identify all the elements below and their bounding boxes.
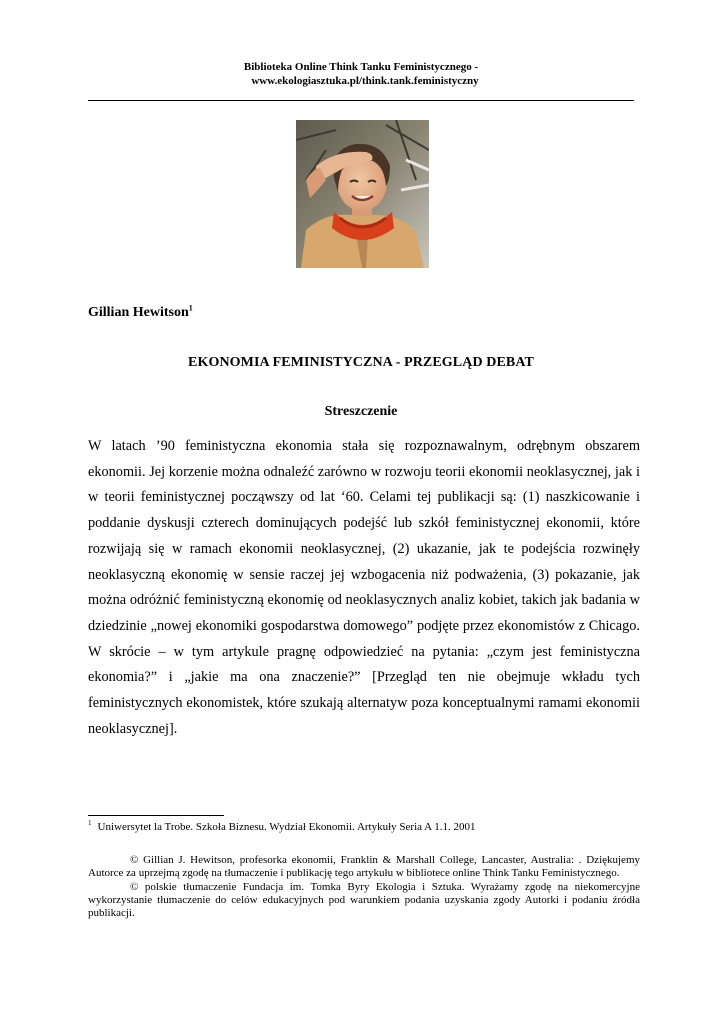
portrait-photo-icon	[296, 120, 429, 268]
copyright-paragraph-1: © Gillian J. Hewitson, profesorka ekonomii, Franklin & Marshall College, Lancaster, Australia: . Dziękujemy Autorce za uprzejmą zgodę na tłumaczenie i publikację tego artykułu w bibliotece online Think Tanku Feministycznego.	[88, 854, 640, 880]
author-name-text: Gillian Hewitson	[88, 305, 189, 320]
page-header	[88, 60, 634, 88]
header-divider	[88, 100, 634, 101]
copyright-notice	[88, 854, 640, 920]
footnote-divider	[88, 815, 224, 816]
document-title: EKONOMIA FEMINISTYCZNA - PRZEGLĄD DEBAT	[188, 355, 534, 370]
section-heading: Streszczenie	[324, 404, 398, 419]
footnote-mark: 1	[88, 819, 92, 828]
copyright-paragraph-2: © polskie tłumaczenie Fundacja im. Tomka Byry Ekologia i Sztuka. Wyrażamy zgodę na niekomercyjne wykorzystanie tłumaczenie do celów edukacyjnych pod warunkiem podania uzyskania zgody Autorki i podaniu źródła publikacji.	[88, 880, 640, 920]
footnote	[88, 820, 640, 834]
footnote-text: Uniwersytet la Trobe. Szkoła Biznesu. Wydział Ekonomii. Artykuły Seria A 1.1. 2001	[97, 821, 476, 833]
header-line-2: www.ekologiasztuka.pl/think.tank.feministyczny	[251, 75, 479, 87]
abstract-paragraph: W latach ’90 feministyczna ekonomia stała się rozpoznawalnym, odrębnym obszarem ekonomii. Jej korzenie można odnaleźć zarówno w rozwoju teorii ekonomii neoklasycznej, jak i w teorii feministycznej począwszy od lat ‘60. Celami tej publikacji są: (1) naszkicowanie i poddanie dyskusji czterech dominujących podejść lub szkół feministycznej ekonomii, które rozwijają się w ramach ekonomii neoklasycznej, (2) ukazanie, jak te podejścia rozwinęły neoklasyczną ekonomię w sensie raczej jej wzbogacenia niż podważenia, (3) pokazanie, jak można odróżnić feministyczną ekonomię od neoklasycznych analiz kobiet, takich jak badania w dziedzinie „nowej ekonomiki gospodarstwa domowego” podjęte przez ekonomistów z Chicago. W skrócie – w tym artykule pragnę odpowiedzieć na pytania: „czym jest feministyczna ekonomia?” i „jakie ma ona znaczenie?” [Przegląd ten nie obejmuje wkładu tych feministycznych ekonomistek, które szukają alternatyw poza konceptualnymi ramami ekonomii neoklasycznej].	[88, 438, 640, 737]
author-footnote-mark: 1	[188, 303, 193, 313]
author-name	[88, 305, 193, 321]
header-line-1: Biblioteka Online Think Tanku Feministycznego -	[243, 61, 479, 73]
